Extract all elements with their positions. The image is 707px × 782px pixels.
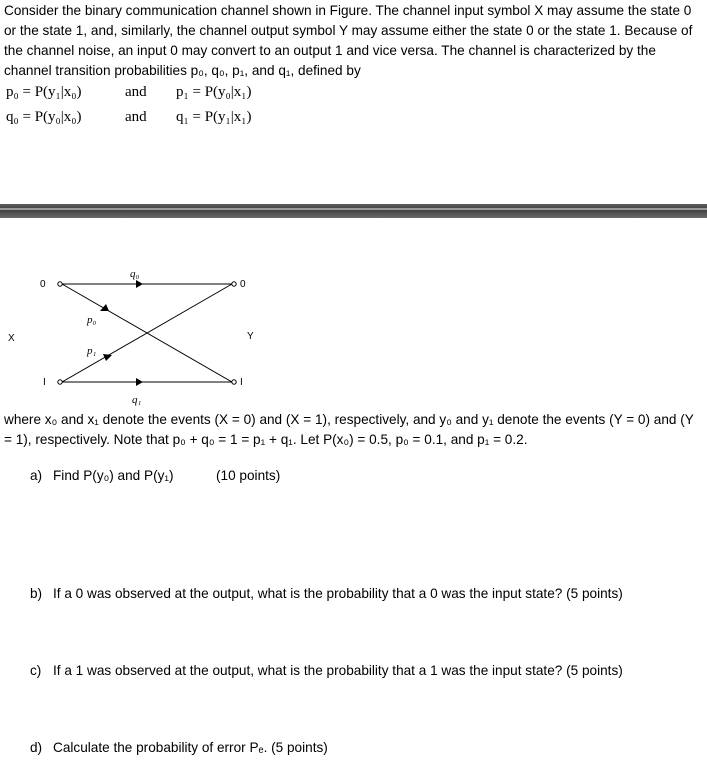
question-letter: d)	[30, 740, 43, 755]
input-x-label: X	[8, 333, 15, 344]
input-0-label: 0	[40, 279, 46, 290]
arrow-q1	[136, 378, 143, 386]
q1-label: q₁	[132, 394, 142, 406]
node-input-1	[58, 380, 62, 384]
arrow-q0	[136, 280, 143, 288]
question-c	[30, 663, 623, 678]
node-output-0	[232, 282, 236, 286]
formula-p1: p₁ = P(y₀|x₁)	[176, 84, 252, 100]
question-text: Find P(y₀) and P(y₁)	[53, 468, 174, 483]
formula-q1: q₁ = P(y₁|x₁)	[176, 109, 252, 125]
question-text: Calculate the probability of error Pₑ. (5 points)	[53, 740, 328, 755]
problem-description: where x₀ and x₁ denote the events (X = 0) and (X = 1), respectively, and y₀ and y₁ denote the events (Y = 0) and (Y = 1), respectively. Note that p₀ + q₀ = 1 = p₁ + q₁. Let P(x₀) = 0.5, p₀ = 0.1, and p₁ = 0.2.	[4, 412, 694, 447]
question-letter: a)	[30, 468, 43, 483]
section-divider	[0, 204, 707, 218]
question-text: If a 0 was observed at the output, what is the probability that a 0 was the input state? (5 points)	[53, 586, 623, 601]
formula-p0: p₀ = P(y₁|x₀)	[6, 84, 82, 100]
channel-diagram	[0, 258, 707, 408]
p0-label: p₀	[87, 314, 97, 326]
problem-intro: Consider the binary communication channel shown in Figure. The channel input symbol X may assume the state 0 or the state 1, and, similarly, the channel output symbol Y may assume either the state 0 or the state 1. Because of the channel noise, an input 0 may convert to an output 1 and vice versa. The channel is characterized by the channel transition probabilities p₀, q₀, p₁, and q₁, defined by	[4, 3, 693, 78]
question-b	[30, 586, 623, 601]
question-d	[30, 740, 328, 755]
output-0-label: 0	[240, 279, 246, 290]
arrow-p0	[100, 304, 109, 311]
output-1-label: I	[240, 377, 243, 388]
formula-q0: q₀ = P(y₀|x₀)	[6, 109, 82, 125]
node-input-0	[58, 282, 62, 286]
question-letter: c)	[30, 663, 42, 678]
formula-and: and	[125, 84, 147, 100]
output-y-label: Y	[247, 331, 254, 342]
question-text: If a 1 was observed at the output, what is the probability that a 1 was the input state? (5 points)	[53, 663, 623, 678]
question-a	[30, 468, 174, 483]
question-letter: b)	[30, 586, 43, 601]
input-1-label: I	[43, 377, 46, 388]
p1-label: p₁	[87, 345, 97, 357]
node-output-1	[232, 380, 236, 384]
question-a-points: (10 points)	[216, 468, 281, 483]
q0-label: q₀	[130, 268, 140, 280]
formula-and: and	[125, 109, 147, 125]
